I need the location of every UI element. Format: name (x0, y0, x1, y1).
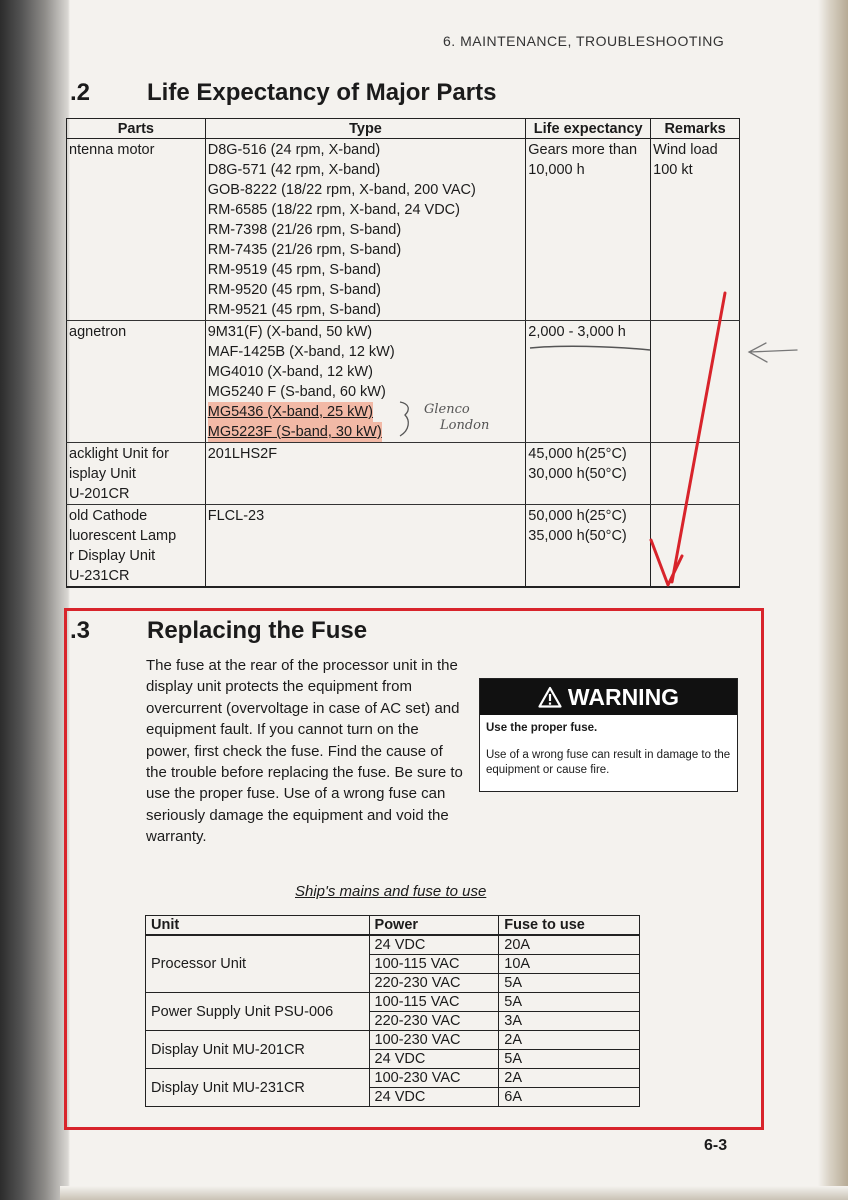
unit-cell: Display Unit MU-201CR (146, 1031, 370, 1069)
life-col-header: Type (205, 119, 526, 139)
type-line: MG5436 (X-band, 25 kW) (207, 404, 373, 420)
life-line: 30,000 h(50°C) (528, 466, 627, 482)
life-col-header: Remarks (651, 119, 740, 139)
page-number: 6-3 (704, 1137, 728, 1154)
fuse-cell: 20A (499, 935, 640, 955)
type-line: RM-7435 (21/26 rpm, S-band) (207, 242, 402, 258)
fuse-cell: 5A (499, 1050, 640, 1069)
fuse-cell: 5A (499, 974, 640, 993)
unit-cell: Processor Unit (146, 935, 370, 993)
power-cell: 100-230 VAC (369, 1031, 499, 1050)
life-line: 10,000 h (528, 162, 585, 178)
power-cell: 100-115 VAC (369, 993, 499, 1012)
fuse-col-header: Power (369, 916, 499, 936)
section-6-3-number: .3 (70, 617, 91, 644)
section-6-2-number: .2 (70, 79, 91, 106)
type-line: MG4010 (X-band, 12 kW) (207, 364, 373, 380)
part-name-line: old Cathode (69, 508, 148, 524)
power-cell: 24 VDC (369, 1050, 499, 1069)
life-line: 50,000 h(25°C) (528, 508, 627, 524)
part-name-line: r Display Unit (69, 548, 156, 564)
type-line: MAF-1425B (X-band, 12 kW) (207, 344, 395, 360)
type-line: RM-7398 (21/26 rpm, S-band) (207, 222, 402, 238)
fuse-table-caption: Ship's mains and fuse to use (295, 883, 487, 900)
life-line: Gears more than (528, 142, 638, 158)
type-line: RM-9519 (45 rpm, S-band) (207, 262, 381, 278)
type-line: 201LHS2F (207, 446, 278, 462)
warning-title: WARNING (567, 683, 680, 710)
type-line: MG5240 F (S-band, 60 kW) (207, 384, 386, 400)
handwritten-note-line-1: Glenco (424, 402, 470, 417)
fuse-col-header: Fuse to use (499, 916, 640, 936)
life-line: 45,000 h(25°C) (528, 446, 627, 462)
remarks-line: 100 kt (653, 162, 693, 178)
power-cell: 24 VDC (369, 935, 499, 955)
life-col-header: Life expectancy (526, 119, 651, 139)
fuse-col-header: Unit (146, 916, 370, 936)
type-line: RM-6585 (18/22 rpm, X-band, 24 VDC) (207, 202, 460, 218)
part-name-line: acklight Unit for (69, 446, 169, 462)
part-name-line: U-201CR (69, 486, 130, 502)
bracket-mark (400, 402, 408, 436)
unit-cell: Power Supply Unit PSU-006 (146, 993, 370, 1031)
fuse-cell: 2A (499, 1069, 640, 1088)
power-cell: 100-115 VAC (369, 955, 499, 974)
remarks-line: Wind load (653, 142, 718, 158)
unit-cell: Display Unit MU-231CR (146, 1069, 370, 1107)
warning-text: Use of a wrong fuse can result in damage to the equipment or cause fire. (486, 749, 731, 776)
part-name-line: ntenna motor (69, 142, 155, 158)
fuse-cell: 6A (499, 1088, 640, 1107)
part-name-line: luorescent Lamp (69, 528, 177, 544)
type-line: MG5223F (S-band, 30 kW) (207, 424, 382, 440)
fuse-cell: 10A (499, 955, 640, 974)
type-line: RM-9520 (45 rpm, S-band) (207, 282, 381, 298)
section-6-3-title: Replacing the Fuse (147, 617, 368, 644)
underline-mark (530, 346, 650, 350)
power-cell: 24 VDC (369, 1088, 499, 1107)
part-name-line: agnetron (69, 324, 127, 340)
fuse-cell: 2A (499, 1031, 640, 1050)
type-line: 9M31(F) (X-band, 50 kW) (207, 324, 373, 340)
power-cell: 100-230 VAC (369, 1069, 499, 1088)
power-cell: 220-230 VAC (369, 974, 499, 993)
warning-subtitle: Use the proper fuse. (486, 722, 598, 734)
fuse-cell: 5A (499, 993, 640, 1012)
red-arrow-shaft (651, 293, 725, 585)
power-cell: 220-230 VAC (369, 1012, 499, 1031)
life-line: 35,000 h(50°C) (528, 528, 627, 544)
handwritten-note-line-2: London (440, 418, 490, 433)
fuse-cell: 3A (499, 1012, 640, 1031)
type-line: RM-9521 (45 rpm, S-band) (207, 302, 381, 318)
type-line: D8G-571 (42 rpm, X-band) (207, 162, 381, 178)
running-header: 6. MAINTENANCE, TROUBLESHOOTING (443, 33, 725, 49)
type-line: GOB-8222 (18/22 rpm, X-band, 200 VAC) (207, 182, 476, 198)
life-line: 2,000 - 3,000 h (528, 324, 626, 340)
type-line: FLCL-23 (207, 508, 265, 524)
section-6-2-title: Life Expectancy of Major Parts (147, 79, 497, 106)
intro-paragraph: The fuse at the rear of the processor unit in the display unit protects the equipment from overcurrent (overvoltage in case of AC set) and equipment fault. If you cannot turn on the power, first check the fuse. Find the cause of the trouble before replacing the fuse. Be sure to use the proper fuse. Use of a wrong fuse can seriously damage the equipment and void the warranty. (146, 657, 463, 846)
type-line: D8G-516 (24 rpm, X-band) (207, 142, 381, 158)
pencil-arrow-icon (749, 343, 797, 362)
life-col-header: Parts (67, 119, 206, 139)
part-name-line: isplay Unit (69, 466, 136, 482)
part-name-line: U-231CR (69, 568, 130, 584)
